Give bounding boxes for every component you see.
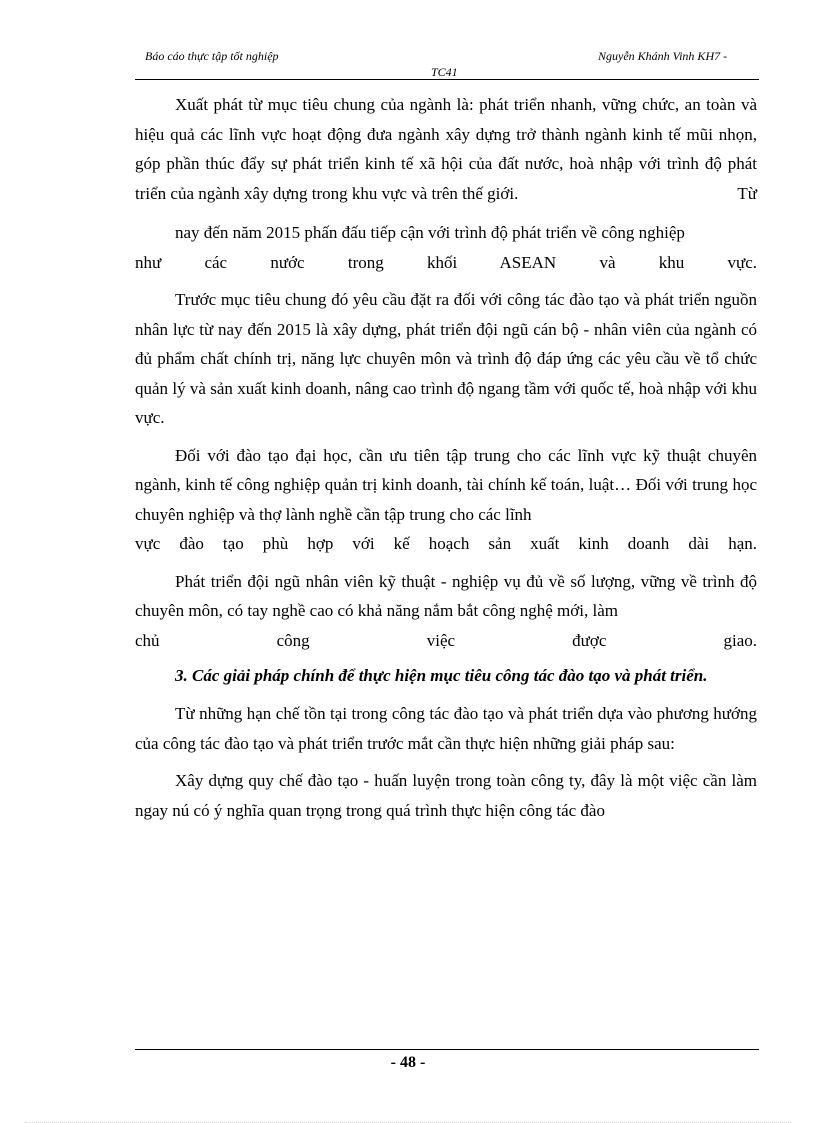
paragraph-4: Phát triển đội ngũ nhân viên kỹ thuật - nghiệp vụ đủ về số lượng, vững về trình độ chuyên môn, có tay nghề cao có khả năng nắm bắt công nghệ mới, làm: [135, 571, 757, 620]
paragraph-5: Từ những hạn chế tồn tại trong công tác đào tạo và phát triển dựa vào phương hướng của công tác đào tạo và phát triển trước mắt cần thực hiện những giải pháp sau:: [135, 704, 757, 753]
paragraph-3-last-line: vực đào tạo phù hợp với kế hoạch sản xuất kinh doanh dài hạn.: [135, 534, 757, 553]
paragraph-6: Xây dựng quy chế đào tạo - huấn luyện trong toàn công ty, đây là một việc cần làm ngay nú có ý nghĩa quan trọng trong quá trình thực hiện công tác đào: [135, 771, 757, 820]
running-header-title: Báo cáo thực tập tốt nghiệp: [145, 49, 279, 63]
page-number: - 48 -: [390, 1054, 426, 1071]
paragraph-1-text: Xuất phát từ mục tiêu chung của ngành là: phát triển nhanh, vững chức, an toàn và hiệu quả các lĩnh vực hoạt động đưa ngành xây dựng trở thành ngành kinh tế mũi nhọn, góp phần thúc đẩy sự phát triển kinh tế xã hội của đất nước, hoà nhập với trình độ phát triển của ngành xây dựng trong khu vực và trên thế giới.: [135, 95, 757, 203]
spacer: [135, 691, 757, 699]
paragraph-1-tail-word: Từ: [737, 183, 757, 203]
spacer: [135, 559, 757, 567]
paragraph-2: Trước mục tiêu chung đó yêu cầu đặt ra đối với công tác đào tạo và phát triển nguồn nhân lực từ nay đến 2015 là xây dựng, phát triển đội ngũ cán bộ - nhân viên của ngành có đủ phẩm chất chính trị, năng lực chuyên môn và trình độ đáp ứng các yêu cầu về tổ chức quản lý và sản xuất kinh doanh, nâng cao trình độ ngang tầm với quốc tế, hoà nhập với khu vực.: [135, 290, 757, 427]
spacer: [135, 277, 757, 285]
section-heading: 3. Các giải pháp chính để thực hiện mục tiêu công tác đào tạo và phát triển.: [175, 666, 708, 685]
paragraph-3: Đối với đào tạo đại học, cần ưu tiên tập trung cho các lĩnh vực kỹ thuật chuyên ngành, kinh tế công nghiệp quản trị kinh doanh, tài chính kế toán, luật… Đối với trung học chuyên nghiệp và thợ lành nghề cần tập trung cho các lĩnh: [135, 445, 757, 524]
paragraph-1: [135, 90, 757, 208]
spacer: [135, 208, 757, 218]
paragraph-4-last-line: chủ công việc được giao.: [135, 630, 757, 650]
header-divider: [135, 79, 759, 80]
running-header-class: TC41: [431, 65, 458, 79]
spacer: [135, 758, 757, 766]
page-body: [135, 90, 757, 825]
footer-divider: [135, 1049, 759, 1050]
paragraph-1-line-3: như các nước trong khối ASEAN và khu vực.: [135, 252, 757, 272]
paragraph-1-line-2: nay đến năm 2015 phấn đấu tiếp cận với trình độ phát triển về công nghiệp: [175, 223, 685, 242]
running-header-author: Nguyễn Khánh Vinh KH7 -: [598, 49, 728, 63]
spacer: [135, 433, 757, 441]
